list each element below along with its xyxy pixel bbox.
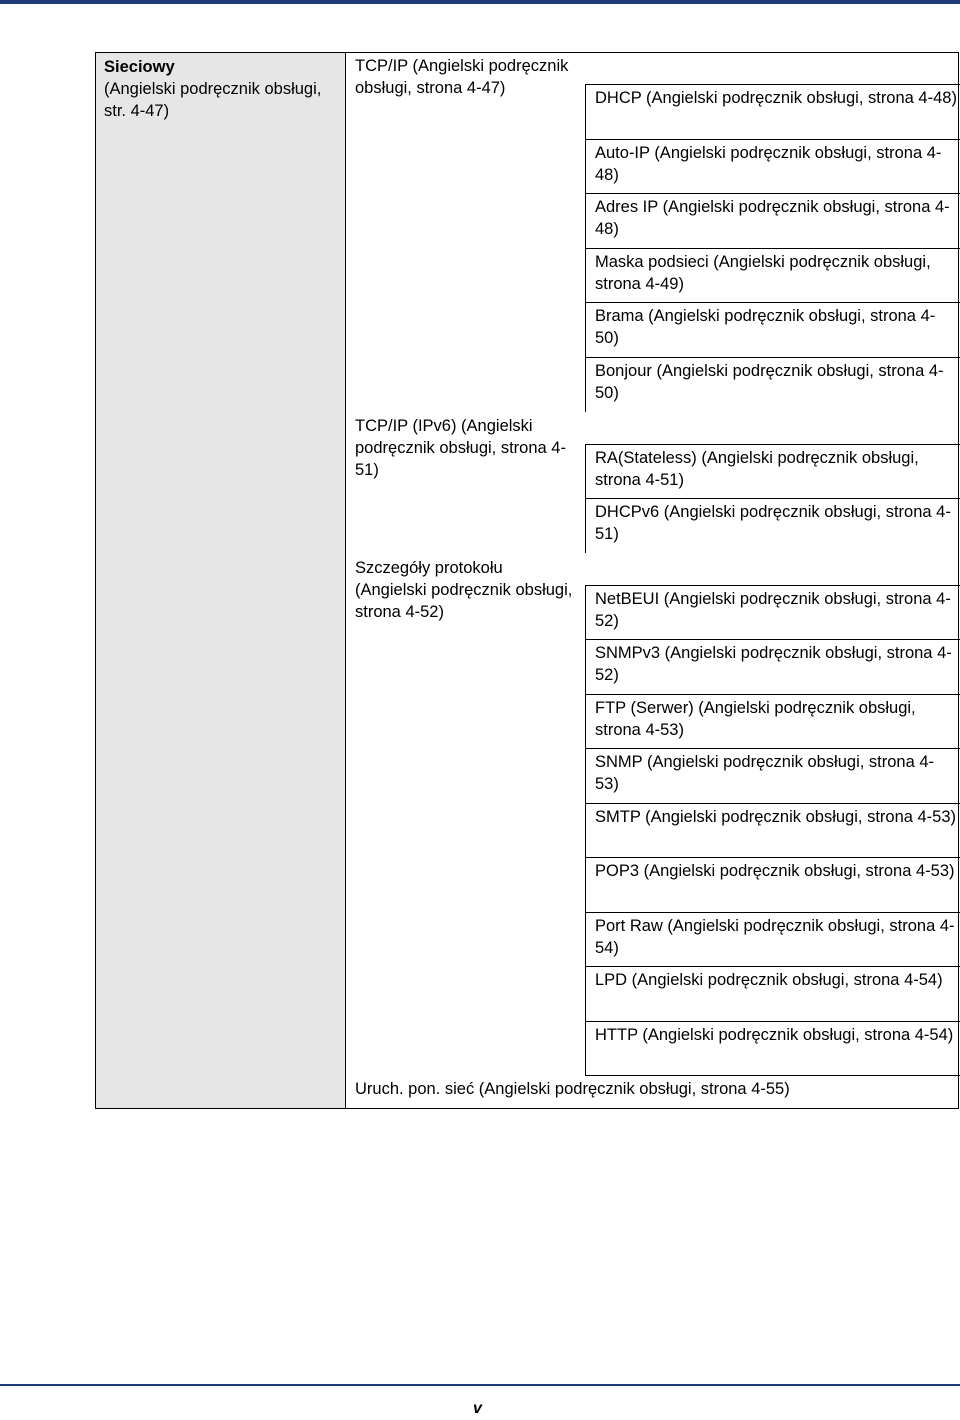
setting-tcpip-ipv6: TCP/IP (IPv6) (Angielski podręcznik obsługi, strona 4-51) (355, 417, 566, 479)
subsetting-ftp-server: FTP (Serwer) (Angielski podręcznik obsługi, strona 4-53) (595, 699, 916, 739)
subsetting-cell (585, 498, 960, 553)
setting-protocol-details: Szczegóły protokołu (Angielski podręcznik obsługi, strona 4-52) (355, 559, 573, 621)
subsetting-ra-stateless: RA(Stateless) (Angielski podręcznik obsługi, strona 4-51) (595, 449, 919, 489)
category-reference: (Angielski podręcznik obsługi, str. 4-47) (104, 80, 322, 120)
subsetting-cell (585, 857, 960, 912)
subsetting-port-raw: Port Raw (Angielski podręcznik obsługi, strona 4-54) (595, 917, 955, 957)
subsetting-cell (585, 193, 960, 248)
subsetting-bonjour: Bonjour (Angielski podręcznik obsługi, strona 4-50) (595, 362, 944, 402)
subsetting-cell (585, 248, 960, 302)
subsetting-gateway: Brama (Angielski podręcznik obsługi, strona 4-50) (595, 307, 936, 347)
subsetting-cell (585, 444, 960, 498)
category-title: Sieciowy (104, 58, 175, 76)
setting-restart-network: Uruch. pon. sieć (Angielski podręcznik obsługi, strona 4-55) (355, 1080, 790, 1098)
subsetting-http: HTTP (Angielski podręcznik obsługi, strona 4-54) (595, 1026, 954, 1044)
subsetting-subnet-mask: Maska podsieci (Angielski podręcznik obsługi, strona 4-49) (595, 253, 931, 293)
setting-tcpip: TCP/IP (Angielski podręcznik obsługi, strona 4-47) (355, 57, 569, 97)
subsetting-pop3: POP3 (Angielski podręcznik obsługi, strona 4-53) (595, 862, 955, 880)
subsetting-lpd: LPD (Angielski podręcznik obsługi, strona 4-54) (595, 971, 943, 989)
subsetting-cell (585, 639, 960, 694)
subsetting-auto-ip: Auto-IP (Angielski podręcznik obsługi, strona 4-48) (595, 144, 942, 184)
subsetting-cell (585, 803, 960, 857)
subsetting-cell (585, 912, 960, 966)
bottom-rule (0, 1384, 960, 1386)
subsetting-cell (585, 139, 960, 193)
subsetting-cell (585, 966, 960, 1021)
subsetting-cell (585, 357, 960, 412)
subsetting-snmpv3: SNMPv3 (Angielski podręcznik obsługi, strona 4-52) (595, 644, 952, 684)
page-number: v (473, 1400, 482, 1417)
subsetting-cell (585, 748, 960, 803)
subsetting-smtp: SMTP (Angielski podręcznik obsługi, strona 4-53) (595, 808, 957, 826)
settings-table (95, 52, 959, 1109)
top-rule (0, 0, 960, 4)
category-column (96, 53, 346, 1108)
subsetting-cell (585, 302, 960, 357)
subsetting-netbeui: NetBEUI (Angielski podręcznik obsługi, strona 4-52) (595, 590, 951, 630)
subsetting-cell (585, 694, 960, 748)
subsetting-cell (585, 1021, 960, 1076)
subsetting-cell (585, 585, 960, 639)
subsetting-ip-address: Adres IP (Angielski podręcznik obsługi, strona 4-48) (595, 198, 950, 238)
subsetting-dhcpv6: DHCPv6 (Angielski podręcznik obsługi, strona 4-51) (595, 503, 951, 543)
subsetting-snmp: SNMP (Angielski podręcznik obsługi, strona 4-53) (595, 753, 935, 793)
subsetting-cell (585, 84, 960, 139)
subsetting-dhcp: DHCP (Angielski podręcznik obsługi, strona 4-48) (595, 89, 957, 107)
